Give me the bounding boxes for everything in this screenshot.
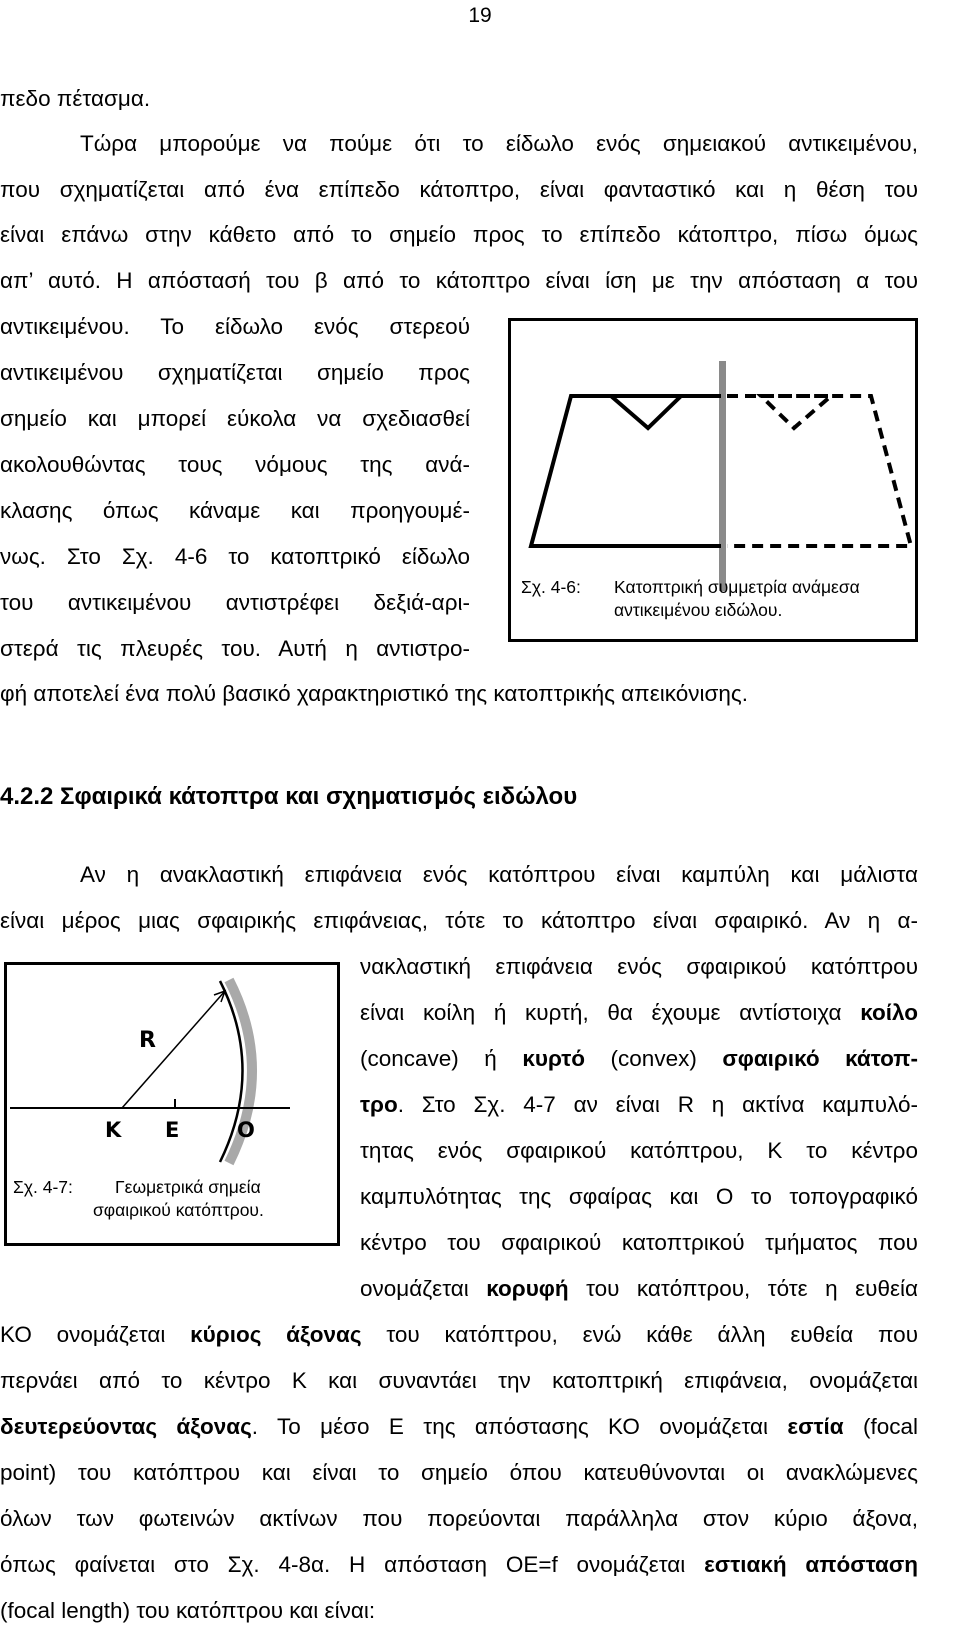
paragraph-line: point) του κατόπτρου και είναι το σημείο όπου κατευθύνονται οι ανακλώμενες <box>0 1460 918 1485</box>
paragraph-line: του αντικειμένου αντιστρέφει δεξιά-αρι- <box>0 590 470 615</box>
section-heading: 4.2.2 Σφαιρικά κάτοπτρα και σχηματισμός ειδώλου <box>0 783 578 810</box>
paragraph-line: πεδο πέτασμα. <box>0 86 151 111</box>
paragraph-line: σημείο και μπορεί εύκολα να σχεδιασθεί <box>0 406 470 431</box>
radius-line <box>122 991 225 1108</box>
paragraph-line: που σχηματίζεται από ένα επίπεδο κάτοπτρο, είναι φανταστικό και η θέση του <box>0 177 918 202</box>
image-shape <box>727 396 911 546</box>
figure-caption-text: αντικειμένου ειδώλου. <box>614 600 783 620</box>
figure-caption-text: σφαιρικού κατόπτρου. <box>93 1200 264 1220</box>
figure-caption-text: Γεωμετρικά σημεία <box>115 1177 261 1197</box>
paragraph-line: δευτερεύοντας άξονας. Το μέσο Ε της απόστασης ΚΟ ονομάζεται εστία (focal <box>0 1414 918 1439</box>
paragraph-line: αντικειμένου. Το είδωλο ενός στερεού <box>0 314 470 339</box>
figure-caption-text: Κατοπτρική συμμετρία ανάμεσα <box>614 577 860 597</box>
paragraph-line: καμπυλότητας της σφαίρας και Ο το τοπογραφικό <box>360 1184 918 1209</box>
paragraph-line: είναι επάνω στην κάθετο από το σημείο προς το επίπεδο κάτοπτρο, πίσω όμως <box>0 222 918 247</box>
paragraph-line: Αν η ανακλαστική επιφάνεια ενός κατόπτρου είναι καμπύλη και μάλιστα <box>80 862 918 887</box>
paragraph-line: απ’ αυτό. Η απόστασή του β από το κάτοπτρο είναι ίση με την απόσταση α του <box>0 268 918 293</box>
paragraph-line: είναι κοίλη ή κυρτή, θα έχουμε αντίστοιχα κοίλο <box>360 1000 918 1025</box>
paragraph-line: ακολουθώντας τους νόμους της ανά- <box>0 452 470 477</box>
paragraph-line: τητας ενός σφαιρικού κατόπτρου, Κ το κέντρο <box>360 1138 918 1163</box>
paragraph-line: φή αποτελεί ένα πολύ βασικό χαρακτηριστικό της κατοπτρικής απεικόνισης. <box>0 681 748 706</box>
paragraph-line: στερά τις πλευρές του. Αυτή η αντιστρο- <box>0 636 470 661</box>
paragraph-line: περνάει από το κέντρο Κ και συναντάει την κατοπτρική επιφάνεια, ονομάζεται <box>0 1368 918 1393</box>
figure-caption-label: Σχ. 4-7: <box>13 1177 73 1197</box>
paragraph-line: νακλαστική επιφάνεια ενός σφαιρικού κατόπτρου <box>360 954 918 979</box>
label-r: R <box>139 1028 156 1053</box>
paragraph-line: (concave) ή κυρτό (convex) σφαιρικό κάτοπ- <box>360 1046 918 1071</box>
figure-4-6-box <box>508 318 918 642</box>
paragraph-line: κέντρο του σφαιρικού κατοπτρικού τμήματος που <box>360 1230 918 1255</box>
paragraph-line: είναι μέρος μιας σφαιρικής επιφάνειας, τότε το κάτοπτρο είναι σφαιρικό. Αν η α- <box>0 908 918 933</box>
figure-caption-label: Σχ. 4-6: <box>521 577 581 597</box>
figure-4-7-box <box>4 962 340 1246</box>
paragraph-line: ΚΟ ονομάζεται κύριος άξονας του κατόπτρου, ενώ κάθε άλλη ευθεία που <box>0 1322 918 1347</box>
paragraph-line: αντικειμένου σχηματίζεται σημείο προς <box>0 360 470 385</box>
paragraph-line: τρο. Στο Σχ. 4-7 αν είναι R η ακτίνα καμπυλό- <box>360 1092 918 1117</box>
label-e: E <box>165 1118 180 1142</box>
page-number: 19 <box>468 4 492 27</box>
paragraph-line: νως. Στο Σχ. 4-6 το κατοπτρικό είδωλο <box>0 544 470 569</box>
label-o: O <box>237 1118 255 1142</box>
paragraph-line: ονομάζεται κορυφή του κατόπτρου, τότε η ευθεία <box>360 1276 919 1301</box>
paragraph-line: Τώρα μπορούμε να πούμε ότι το είδωλο ενός σημειακού αντικειμένου, <box>80 131 918 156</box>
object-shape <box>531 396 721 546</box>
paragraph-line: όπως φαίνεται στο Σχ. 4-8α. Η απόσταση ΟΕ=f ονομάζεται εστιακή απόσταση <box>0 1552 918 1577</box>
paragraph-line: όλων των φωτεινών ακτίνων που πορεύονται παράλληλα στον κύριο άξονα, <box>0 1506 918 1531</box>
label-k: K <box>105 1118 122 1142</box>
paragraph-line: κλασης όπως κάναμε και προηγουμέ- <box>0 498 470 523</box>
figure-4-7-diagram <box>7 965 337 1175</box>
paragraph-line: (focal length) του κατόπτρου και είναι: <box>0 1598 376 1623</box>
